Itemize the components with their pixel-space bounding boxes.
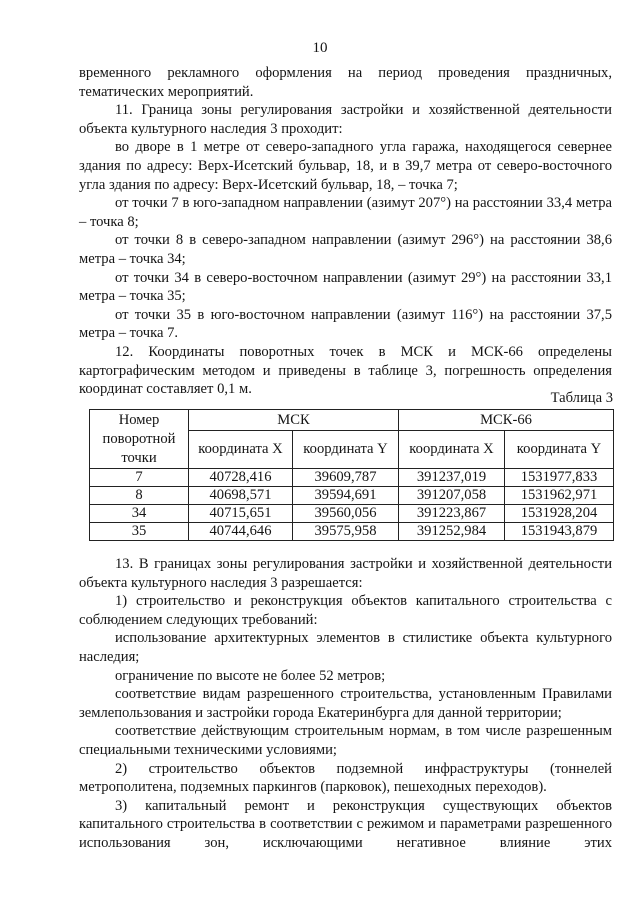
cell-msk-x: 40744,646 bbox=[189, 523, 293, 541]
cell-msk66-x: 391207,058 bbox=[399, 487, 505, 505]
paragraph: 11. Граница зоны регулирования застройки и хозяйственной деятельности объекта культурного наследия 3 проходит: bbox=[79, 102, 612, 137]
paragraph: 12. Координаты поворотных точек в МСК и МСК-66 определены картографическим методом и приведены в таблице 3, погрешность определения координат составляет 0,1 м. bbox=[79, 343, 612, 398]
header-group-msk: МСК bbox=[189, 410, 399, 431]
header-group-msk66: МСК-66 bbox=[399, 410, 614, 431]
cell-msk66-y: 1531977,833 bbox=[505, 469, 614, 487]
cell-point: 7 bbox=[90, 469, 189, 487]
cell-point: 34 bbox=[90, 505, 189, 523]
cell-msk66-y: 1531928,204 bbox=[505, 505, 614, 523]
paragraph: соответствие видам разрешенного строительства, установленным Правилами землепользования и застройки города Екатеринбурга для данной территории; bbox=[79, 686, 612, 721]
table-caption: Таблица 3 bbox=[550, 390, 613, 406]
paragraph: от точки 7 в юго-западном направлении (азимут 207°) на расстоянии 33,4 метра – точка 8; bbox=[79, 195, 612, 230]
table-row bbox=[90, 487, 614, 505]
paragraph: 3) капитальный ремонт и реконструкция существующих объектов капитального строительства в соответствии с режимом и параметрами разрешенного использования зон, исключающими негативное влияние этих bbox=[79, 797, 612, 851]
paragraph: 1) строительство и реконструкция объектов капитального строительства с соблюдением следующих требований: bbox=[79, 593, 612, 628]
header-msk-x: координата X bbox=[189, 431, 293, 469]
paragraph: 2) строительство объектов подземной инфраструктуры (тоннелей метрополитена, подземных паркингов (парковок), пешеходных переходов). bbox=[79, 760, 612, 796]
cell-msk66-x: 391223,867 bbox=[399, 505, 505, 523]
paragraph: 13. В границах зоны регулирования застройки и хозяйственной деятельности объекта культурного наследия 3 разрешается: bbox=[79, 556, 612, 591]
paragraph: от точки 8 в северо-западном направлении (азимут 296°) на расстоянии 38,6 метра – точка 34; bbox=[79, 232, 612, 267]
cell-msk66-y: 1531943,879 bbox=[505, 523, 614, 541]
header-point-number: Номер поворотной точки bbox=[90, 410, 189, 469]
header-msk66-x: координата X bbox=[399, 431, 505, 469]
cell-point: 8 bbox=[90, 487, 189, 505]
cell-msk-x: 40715,651 bbox=[189, 505, 293, 523]
paragraph: соответствие действующим строительным нормам, в том числе разрешенным специальными техническими условиями; bbox=[79, 723, 612, 758]
table-row bbox=[90, 523, 614, 541]
cell-msk-y: 39575,958 bbox=[293, 523, 399, 541]
paragraph: во дворе в 1 метре от северо-западного угла гаража, находящегося севернее здания по адресу: Верх-Исетский бульвар, 18, и в 39,7 метра от северо-восточного угла здания по адресу: Верх-Исетский бульвар, 18, – точка 7; bbox=[79, 139, 612, 193]
page-number: 10 bbox=[312, 40, 328, 56]
cell-msk-x: 40698,571 bbox=[189, 487, 293, 505]
cell-msk66-y: 1531962,971 bbox=[505, 487, 614, 505]
paragraph: временного рекламного оформления на период проведения праздничных, тематических мероприятий. bbox=[79, 65, 612, 100]
document-text-block-1 bbox=[79, 64, 612, 399]
cell-msk-y: 39560,056 bbox=[293, 505, 399, 523]
cell-msk-y: 39609,787 bbox=[293, 469, 399, 487]
header-msk-y: координата Y bbox=[293, 431, 399, 469]
paragraph: от точки 35 в юго-восточном направлении (азимут 116°) на расстоянии 37,5 метра – точка 7. bbox=[79, 306, 612, 342]
paragraph: ограничение по высоте не более 52 метров; bbox=[115, 667, 386, 684]
table-row bbox=[90, 469, 614, 487]
cell-msk66-x: 391237,019 bbox=[399, 469, 505, 487]
cell-msk-y: 39594,691 bbox=[293, 487, 399, 505]
cell-point: 35 bbox=[90, 523, 189, 541]
cell-msk-x: 40728,416 bbox=[189, 469, 293, 487]
table-row bbox=[90, 505, 614, 523]
paragraph: от точки 34 в северо-восточном направлении (азимут 29°) на расстоянии 33,1 метра – точка 35; bbox=[79, 269, 612, 305]
cell-msk66-x: 391252,984 bbox=[399, 523, 505, 541]
header-msk66-y: координата Y bbox=[505, 431, 614, 469]
document-text-block-2 bbox=[79, 555, 612, 853]
coordinates-table bbox=[89, 409, 614, 541]
paragraph: использование архитектурных элементов в стилистике объекта культурного наследия; bbox=[79, 630, 612, 665]
